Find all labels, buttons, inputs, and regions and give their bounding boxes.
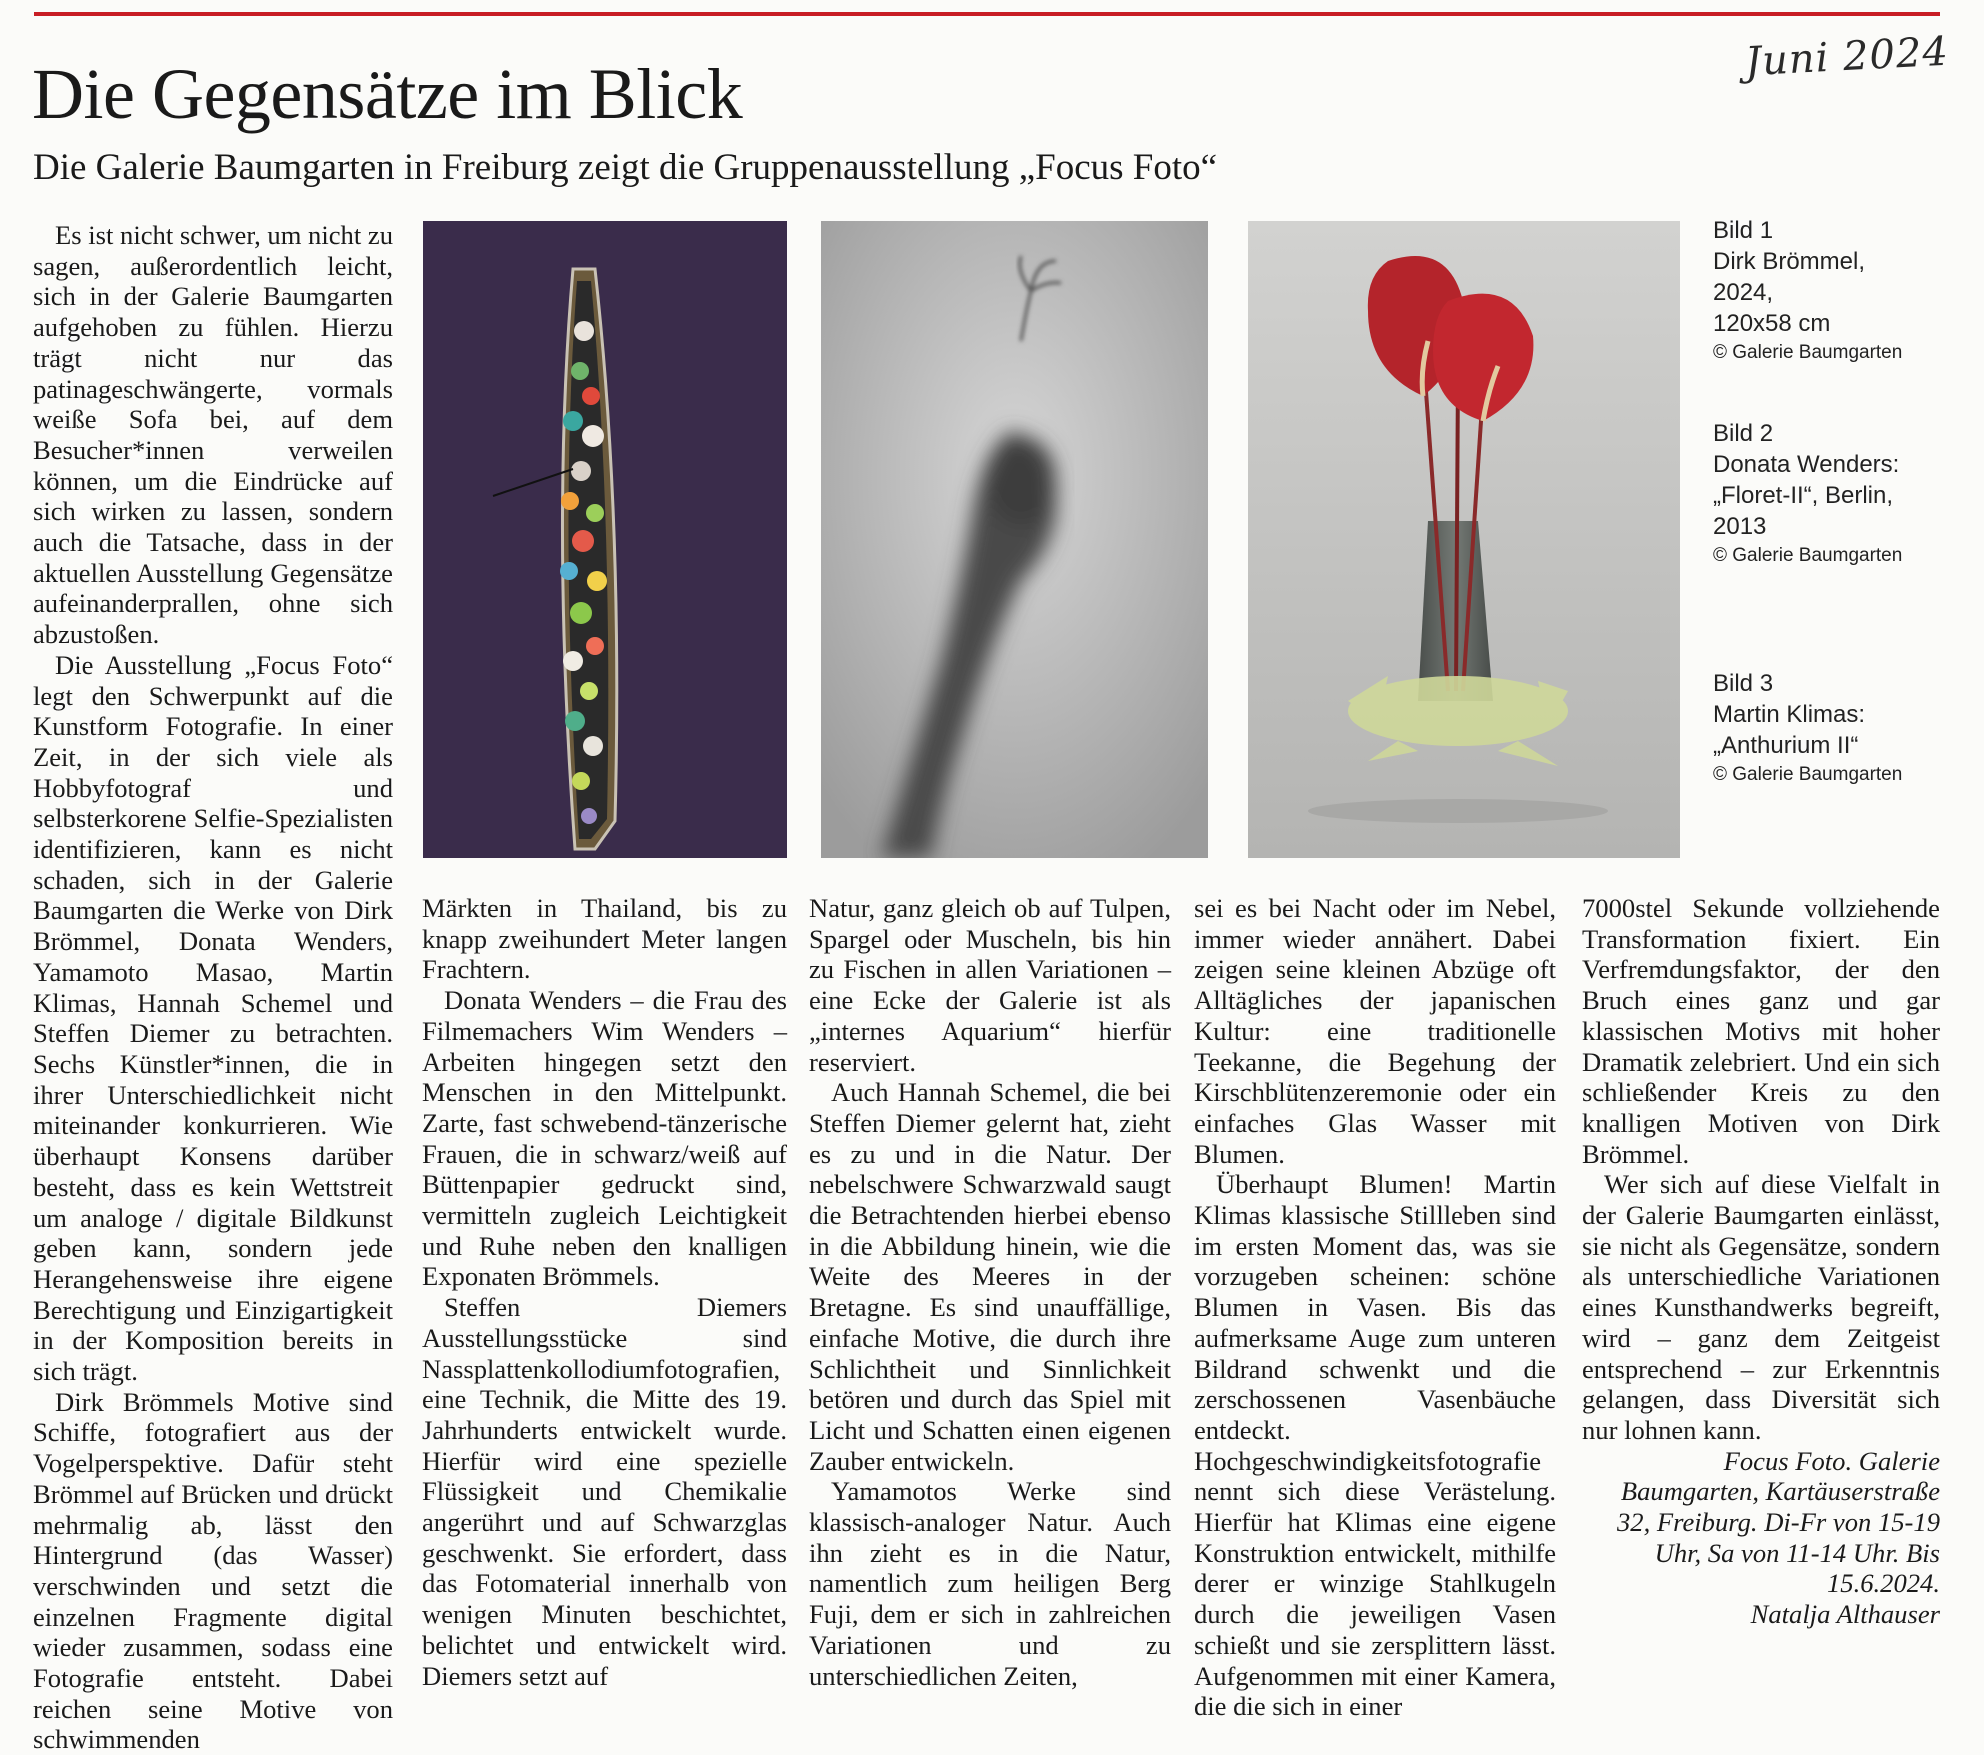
hand-illustration xyxy=(821,221,1208,858)
paragraph: Donata Wenders – die Frau des Filmemachers Wim Wenders – Arbeiten hingegen setzt den Menschen in den Mittelpunkt. Zarte, fast schwebend-tänzerische Frauen, die in schwarz/weiß auf Büttenpapier gedruckt sind, vermitteln zugleich Leichtigkeit und Ruhe neben den knalligen Exponaten Brömmels. xyxy=(422,985,787,1292)
caption-line: „Floret-II“, Berlin, xyxy=(1713,482,1894,509)
photo-boat-from-above xyxy=(423,221,787,858)
headline: Die Gegensätze im Blick xyxy=(32,54,743,134)
article-column-3 xyxy=(809,893,1171,1691)
paragraph: Es ist nicht schwer, um nicht zu sagen, außerordentlich leicht, sich in der Galerie Baumgarten aufgehoben zu fühlen. Hierzu trägt nicht nur das patinageschwängerte, vormals weiße Sofa bei, auf dem Besucher*innen verweilen können, um die Eindrücke auf sich wirken zu lassen, sondern auch die Tatsache, dass in der aktuellen Ausstellung Gegensätze aufeinanderprallen, ohne sich abzustoßen. xyxy=(33,220,393,650)
article-column-2 xyxy=(422,893,787,1691)
caption-line: „Anthurium II“ xyxy=(1713,732,1859,759)
caption-line: 2013 xyxy=(1713,513,1767,540)
caption-line: 120x58 cm xyxy=(1713,310,1831,337)
handwritten-date-note: Juni 2024 xyxy=(1743,28,1950,86)
paragraph: 7000stel Sekunde vollziehende Transformation fixiert. Ein Verfremdungsfaktor, der den Bruch eines ganz und gar klassischen Motivs mit hoher Dramatik zelebriert. Und ein sich schließender Kreis zu den knalligen Motiven von Dirk Brömmel. xyxy=(1582,893,1940,1169)
paragraph: Steffen Diemers Ausstellungsstücke sind Nassplattenkollodiumfotografien, eine Technik, die Mitte des 19. Jahrhunderts entwickelt wurde. Hierfür wird eine spezielle Flüssigkeit und Chemikalie angerührt und auf Schwarzglas geschwenkt. Sie erfordert, dass das Fotomaterial innerhalb von wenigen Minuten beschichtet, belichtet und entwickelt wird. Diemers setzt auf xyxy=(422,1292,787,1691)
author-name: Natalja Althauser xyxy=(1750,1599,1940,1630)
caption-credit: © Galerie Baumgarten xyxy=(1713,764,1903,785)
subheadline: Die Galerie Baumgarten in Freiburg zeigt die Gruppenausstellung „Focus Foto“ xyxy=(33,147,1218,188)
paragraph: Die Ausstellung „Focus Foto“ legt den Schwerpunkt auf die Kunstform Fotografie. In einer Zeit, in der sich viele als Hobbyfotograf und selbsterkorene Selfie-Spezialisten identifizieren, kann es nicht schaden, sich in der Galerie Baumgarten die Werke von Dirk Brömmel, Donata Wenders, Yamamoto Masao, Martin Klimas, Hannah Schemel und Steffen Diemer zu betrachten. Sechs Künstler*innen, die in ihrer Unterschiedlichkeit nicht miteinander konkurrieren. Wie überhaupt Konsens darüber besteht, dass es kein Wettstreit um analoge / digitale Bildkunst geben kann, sondern jede Herangehensweise ihre eigene Berechtigung und Einzigartigkeit in der Komposition bereits in sich trägt. xyxy=(33,649,393,1387)
top-rule xyxy=(34,12,1940,16)
caption-bild-3 xyxy=(1713,668,1902,789)
paragraph: Überhaupt Blumen! Martin Klimas klassische Stillleben sind im ersten Moment das, was sie vorzugeben scheinen: schöne Blumen in Vasen. Bis das aufmerksame Auge zum unteren Bildrand schwenkt und die zerschossenen Vasenbäuche entdeckt. Hochgeschwindigkeitsfotografie nennt sich diese Verästelung. Hierfür hat Klimas eine eigene Konstruktion entwickelt, mithilfe derer er winzige Stahlkugeln durch die jeweiligen Vasen schießt und sie zersplittern lässt. Aufgenommen mit einer Kamera, die die sich in einer xyxy=(1194,1169,1556,1722)
paragraph: Wer sich auf diese Vielfalt in der Galerie Baumgarten einlässt, sie nicht als Gegensätze, sondern als unterschiedliche Variationen eines Kunsthandwerks begreift, wird – ganz dem Zeitgeist entsprechend – zur Erkenntnis gelangen, dass Diversität sich nur lohnen kann. xyxy=(1582,1169,1940,1445)
photo-blurred-hand xyxy=(821,221,1208,858)
article-column-1 xyxy=(33,220,393,1755)
photo-anthurium-vase xyxy=(1248,221,1680,858)
caption-bild-1 xyxy=(1713,215,1902,367)
paragraph: Dirk Brömmels Motive sind Schiffe, fotografiert aus der Vogelperspektive. Dafür steht Brömmel auf Brücken und drückt mehrmalig ab, lässt den Hintergrund (das Wasser) verschwinden und setzt die einzelnen Fragmente digital wieder zusammen, sodass eine Fotografie entsteht. Dabei reichen seine Motive von schwimmenden xyxy=(33,1386,393,1755)
caption-line: Dirk Brömmel, xyxy=(1713,248,1866,275)
caption-line: Donata Wenders: xyxy=(1713,451,1900,478)
caption-line: 2024, xyxy=(1713,279,1774,306)
paragraph: sei es bei Nacht oder im Nebel, immer wieder annähert. Dabei zeigen seine kleinen Abzüge oft Alltägliches der japanischen Kultur: eine traditionelle Teekanne, die Begehung der Kirschblütenzeremonie oder ein einfaches Glas Wasser mit Blumen. xyxy=(1194,893,1556,1169)
caption-label: Bild 1 xyxy=(1713,217,1774,244)
exhibition-info: Focus Foto. Galerie Baumgarten, Kartäuserstraße 32, Freiburg. Di-Fr von 15-19 Uhr, Sa von 11-14 Uhr. Bis 15.6.2024. xyxy=(1616,1445,1940,1599)
caption-label: Bild 3 xyxy=(1713,670,1774,697)
caption-credit: © Galerie Baumgarten xyxy=(1713,545,1903,566)
paragraph: Märkten in Thailand, bis zu knapp zweihundert Meter langen Frachtern. xyxy=(422,893,787,985)
article-column-4 xyxy=(1194,893,1556,1722)
caption-bild-2 xyxy=(1713,418,1902,570)
caption-label: Bild 2 xyxy=(1713,420,1774,447)
caption-line: Martin Klimas: xyxy=(1713,701,1866,728)
article-column-5 xyxy=(1582,893,1940,1630)
paragraph: Auch Hannah Schemel, die bei Steffen Diemer gelernt hat, zieht es zu und in die Natur. Der nebelschwere Schwarzwald saugt die Betrachtenden hierbei ebenso in die Abbildung hinein, wie die Weite des Meeres in der Bretagne. Es sind unauffällige, einfache Motive, die durch ihre Schlichtheit und Sinnlichkeit betören und durch das Spiel mit Licht und Schatten einen eigenen Zauber entwickeln. xyxy=(809,1077,1171,1476)
anthurium-illustration xyxy=(1248,221,1680,858)
boat-illustration xyxy=(423,221,787,858)
paragraph: Natur, ganz gleich ob auf Tulpen, Spargel oder Muscheln, bis hin zu Fischen in allen Variationen – eine Ecke der Galerie ist als „internes Aquarium“ hierfür reserviert. xyxy=(809,893,1171,1077)
caption-credit: © Galerie Baumgarten xyxy=(1713,342,1903,363)
paragraph: Yamamotos Werke sind klassisch-analoger Natur. Auch ihn zieht es in die Natur, namentlich zum heiligen Berg Fuji, dem er sich in zahlreichen Variationen und zu unterschiedlichen Zeiten, xyxy=(809,1476,1171,1691)
